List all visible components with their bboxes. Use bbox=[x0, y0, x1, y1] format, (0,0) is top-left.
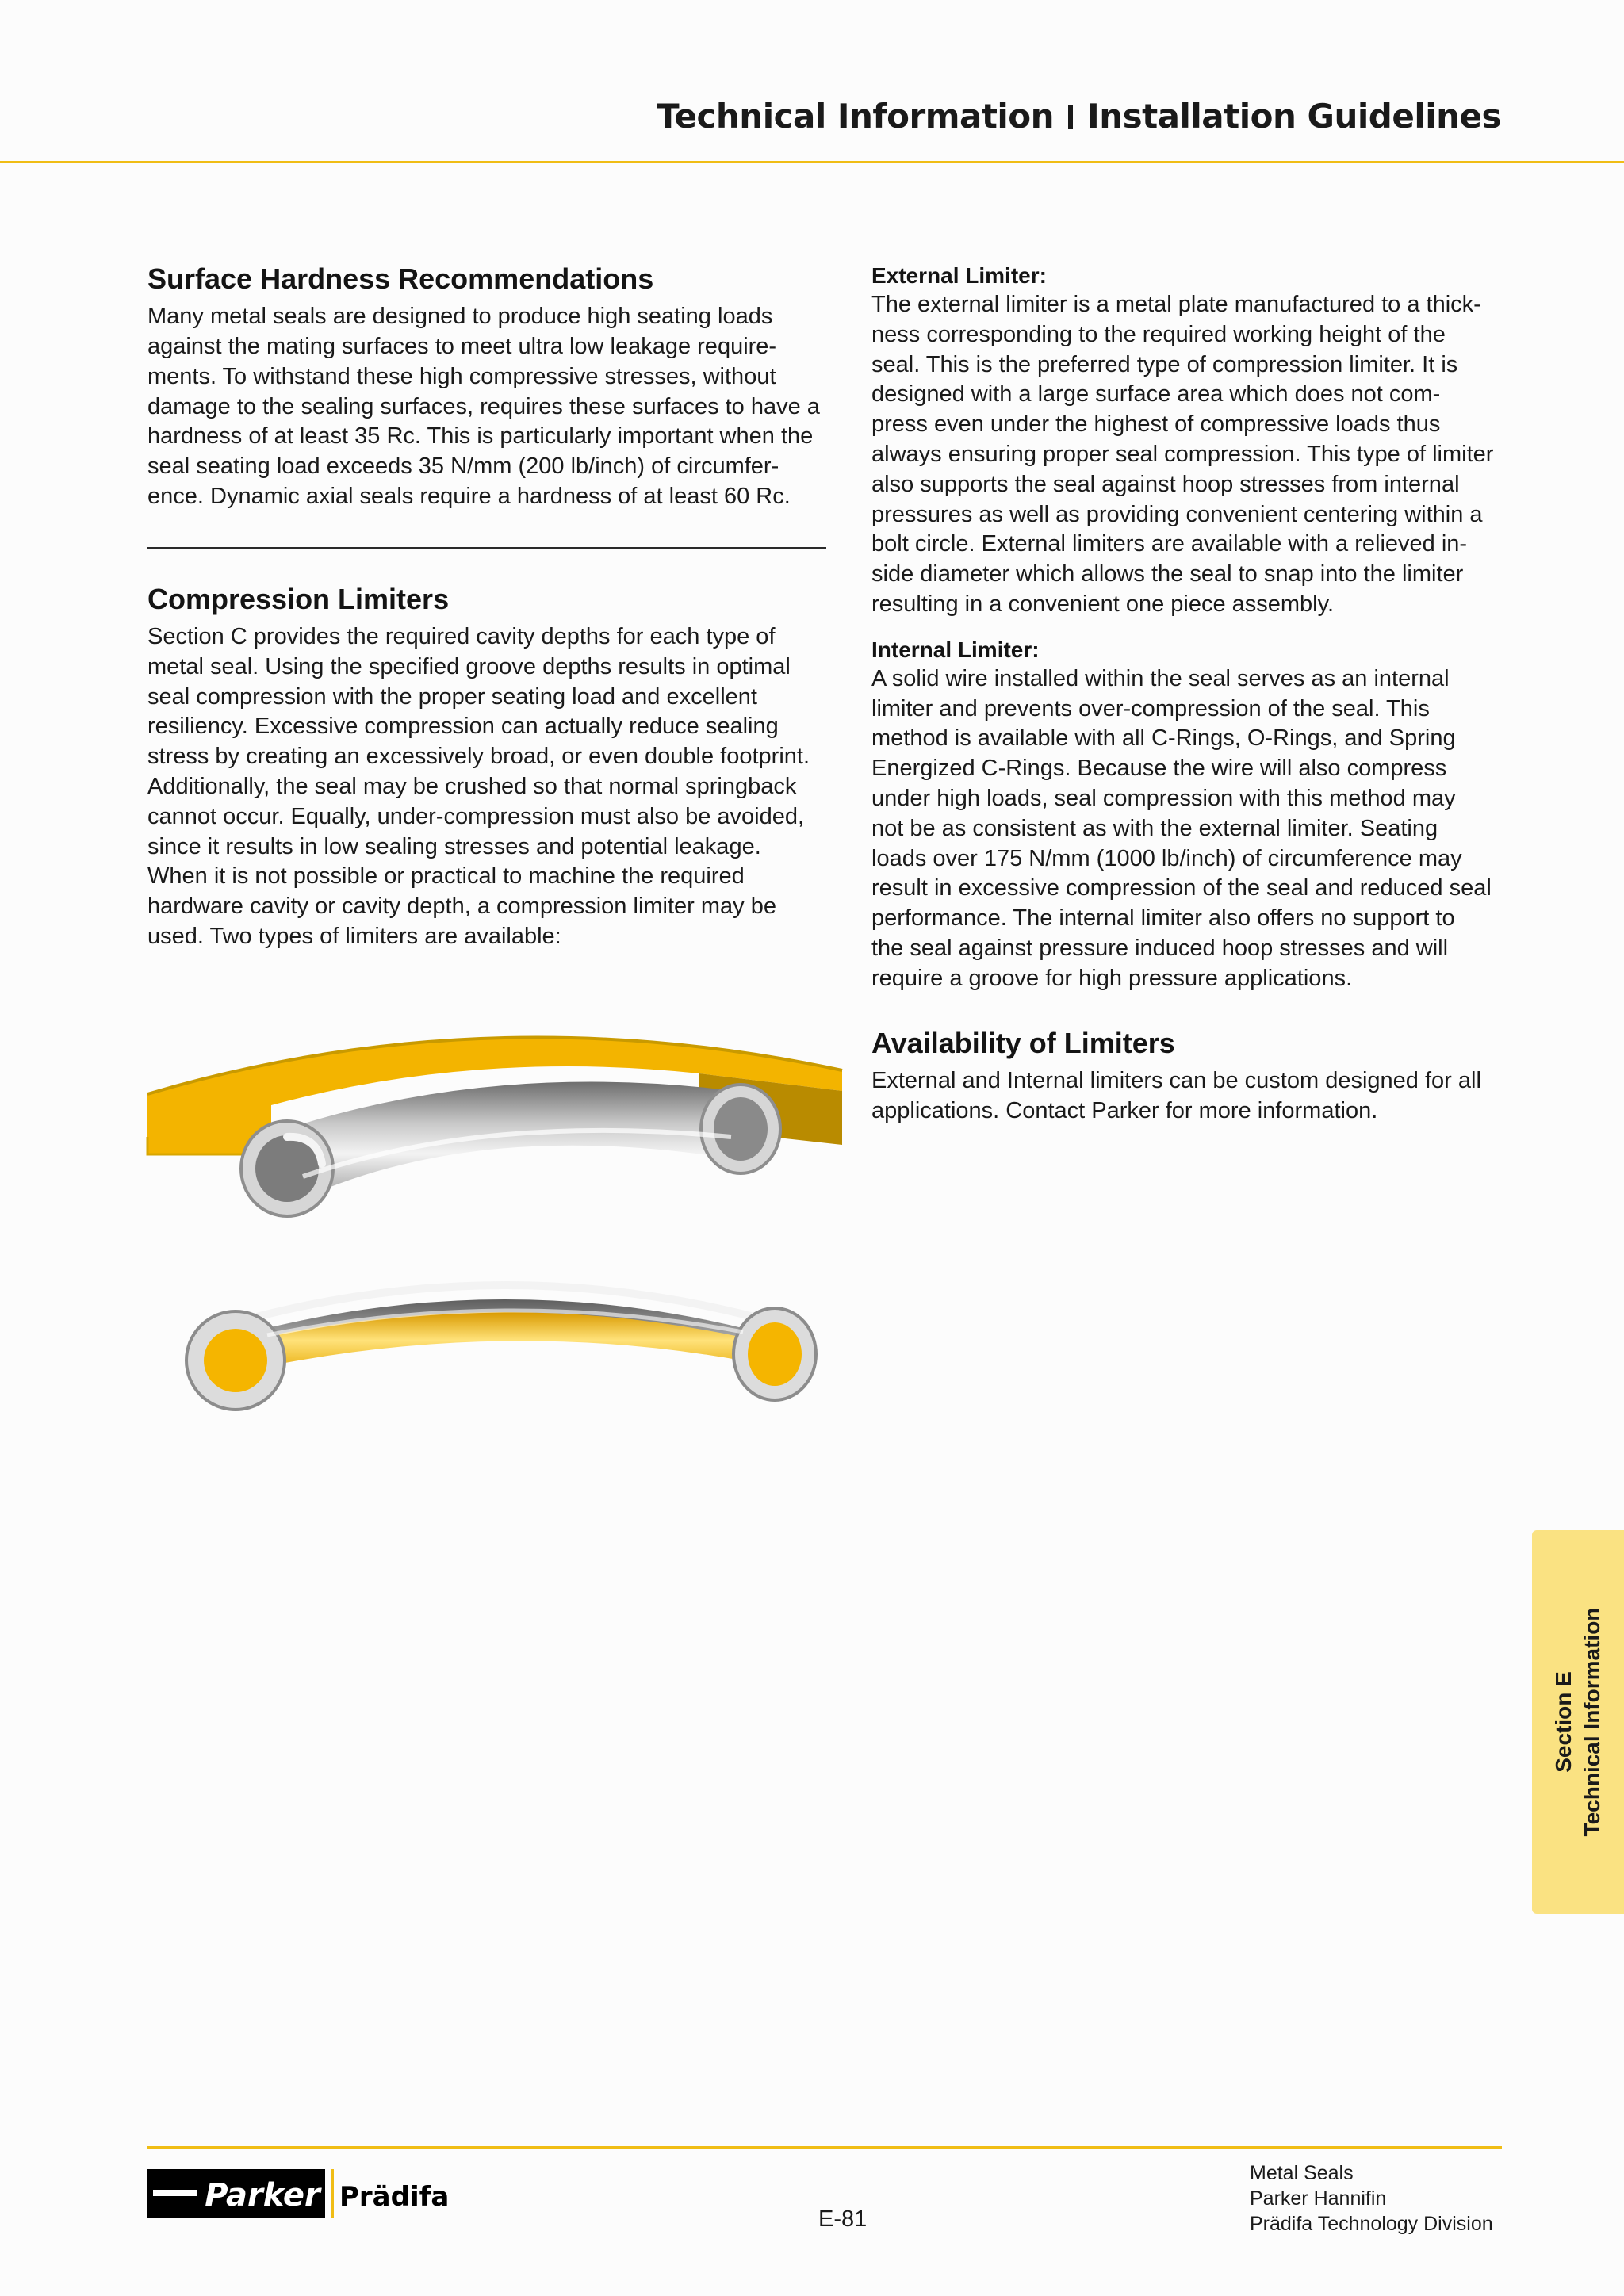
external-limiter-heading: External Limiter: bbox=[871, 263, 1047, 288]
surface-hardness-heading: Surface Hardness Recommendations bbox=[147, 262, 654, 295]
header-rule bbox=[0, 161, 1624, 163]
section-divider bbox=[147, 547, 826, 549]
wire-left-end bbox=[204, 1329, 267, 1392]
footer-rule bbox=[147, 2146, 1502, 2149]
internal-limiter-heading: Internal Limiter: bbox=[871, 637, 1040, 662]
availability-text: External and Internal limiters can be custom designed for all applications. Contact Parker for more information. bbox=[871, 1067, 1481, 1123]
header-section: Technical Information bbox=[656, 97, 1055, 136]
side-tab-section: Section E bbox=[1551, 1671, 1576, 1773]
page-number: E-81 bbox=[818, 2206, 868, 2232]
external-limiter-text: The external limiter is a metal plate manufactured to a thick- ness corresponding to the required working height of the seal. This is the preferred type of compression limiter. It is designed with a large surface area which does not com- press even under the highest of compressive loads thus always ensuring proper seal compression. This type of limiter also supports the seal against hoop stresses from internal pressures as well as providing convenient centering within a bolt circle. External limiters are available with a relieved in- side diameter which allows the seal to snap into the limiter resulting in a convenient one piece assembly. bbox=[871, 292, 1494, 617]
right-column bbox=[871, 262, 1506, 1126]
side-tab-label bbox=[1549, 1608, 1607, 1837]
wire-right-end bbox=[748, 1322, 802, 1386]
availability-heading: Availability of Limiters bbox=[871, 1026, 1175, 1059]
limiter-illustrations bbox=[144, 1018, 858, 1466]
compression-limiters-text: Section C provides the required cavity depths for each type of metal seal. Using the specified groove depths results in optimal seal compression with the proper seating load and excellent resiliency. Excessive compression can actually reduce sealing stress by creating an excessively broad, or even double footprint. Additionally, the seal may be crushed so that normal springback cannot occur. Equally, under-compression must also be avoided, since it results in low sealing stresses and potential leakage. When it is not possible or practical to machine the required hardware cavity or cavity depth, a compression limiter may be used. Two types of limiters are available: bbox=[147, 623, 810, 949]
surface-hardness-text: Many metal seals are designed to produce high seating loads against the mating surfaces to meet ultra low leakage require- ments. To withstand these high compressive stresses, without damage to the sealing surfaces, requires these surfaces to have a hardness of at least 35 Rc. This is particularly important when the seal seating load exceeds 35 N/mm (200 lb/inch) of circumfer- ence. Dynamic axial seals require a hardness of at least 60 Rc. bbox=[147, 304, 820, 509]
parker-logo-text: Parker bbox=[205, 2177, 320, 2214]
header-topic: Installation Guidelines bbox=[1087, 97, 1501, 136]
pradifa-logo-text: Prädifa bbox=[339, 2181, 450, 2213]
c-ring-seal-body bbox=[263, 1082, 763, 1202]
internal-limiter-text: A solid wire installed within the seal serves as an internal limiter and prevents over-compression of the seal. This method is available with all C-Rings, O-Rings, and Spring Energized C-Rings. Because the wire will also compress under high loads, seal compression with this method may not be as consistent as with the external limiter. Seating loads over 175 N/mm (1000 lb/inch) of circumference may result in excessive compression of the seal and reduced seal performance. The internal limiter also offers no support to the seal against pressure induced hoop stresses and will require a groove for high pressure applications. bbox=[871, 665, 1492, 991]
header-separator bbox=[1068, 105, 1073, 129]
footer-line-product: Metal Seals bbox=[1250, 2162, 1354, 2184]
footer-line-company: Parker Hannifin bbox=[1250, 2187, 1387, 2210]
parker-logo-stripe bbox=[153, 2190, 197, 2196]
left-column bbox=[147, 262, 829, 952]
side-tab-title: Technical Information bbox=[1580, 1607, 1604, 1837]
footer-line-division: Prädifa Technology Division bbox=[1250, 2213, 1493, 2235]
internal-limiter-figure bbox=[186, 1285, 816, 1410]
logo-divider bbox=[331, 2169, 334, 2218]
compression-limiters-heading: Compression Limiters bbox=[147, 582, 450, 615]
parker-pradifa-logo bbox=[147, 2158, 450, 2229]
footer-info bbox=[1250, 2160, 1493, 2237]
section-side-tab[interactable] bbox=[1532, 1530, 1624, 1914]
limiter-figures-svg bbox=[144, 1018, 858, 1462]
external-limiter-figure bbox=[147, 1037, 842, 1216]
page-header-title bbox=[657, 97, 1501, 136]
